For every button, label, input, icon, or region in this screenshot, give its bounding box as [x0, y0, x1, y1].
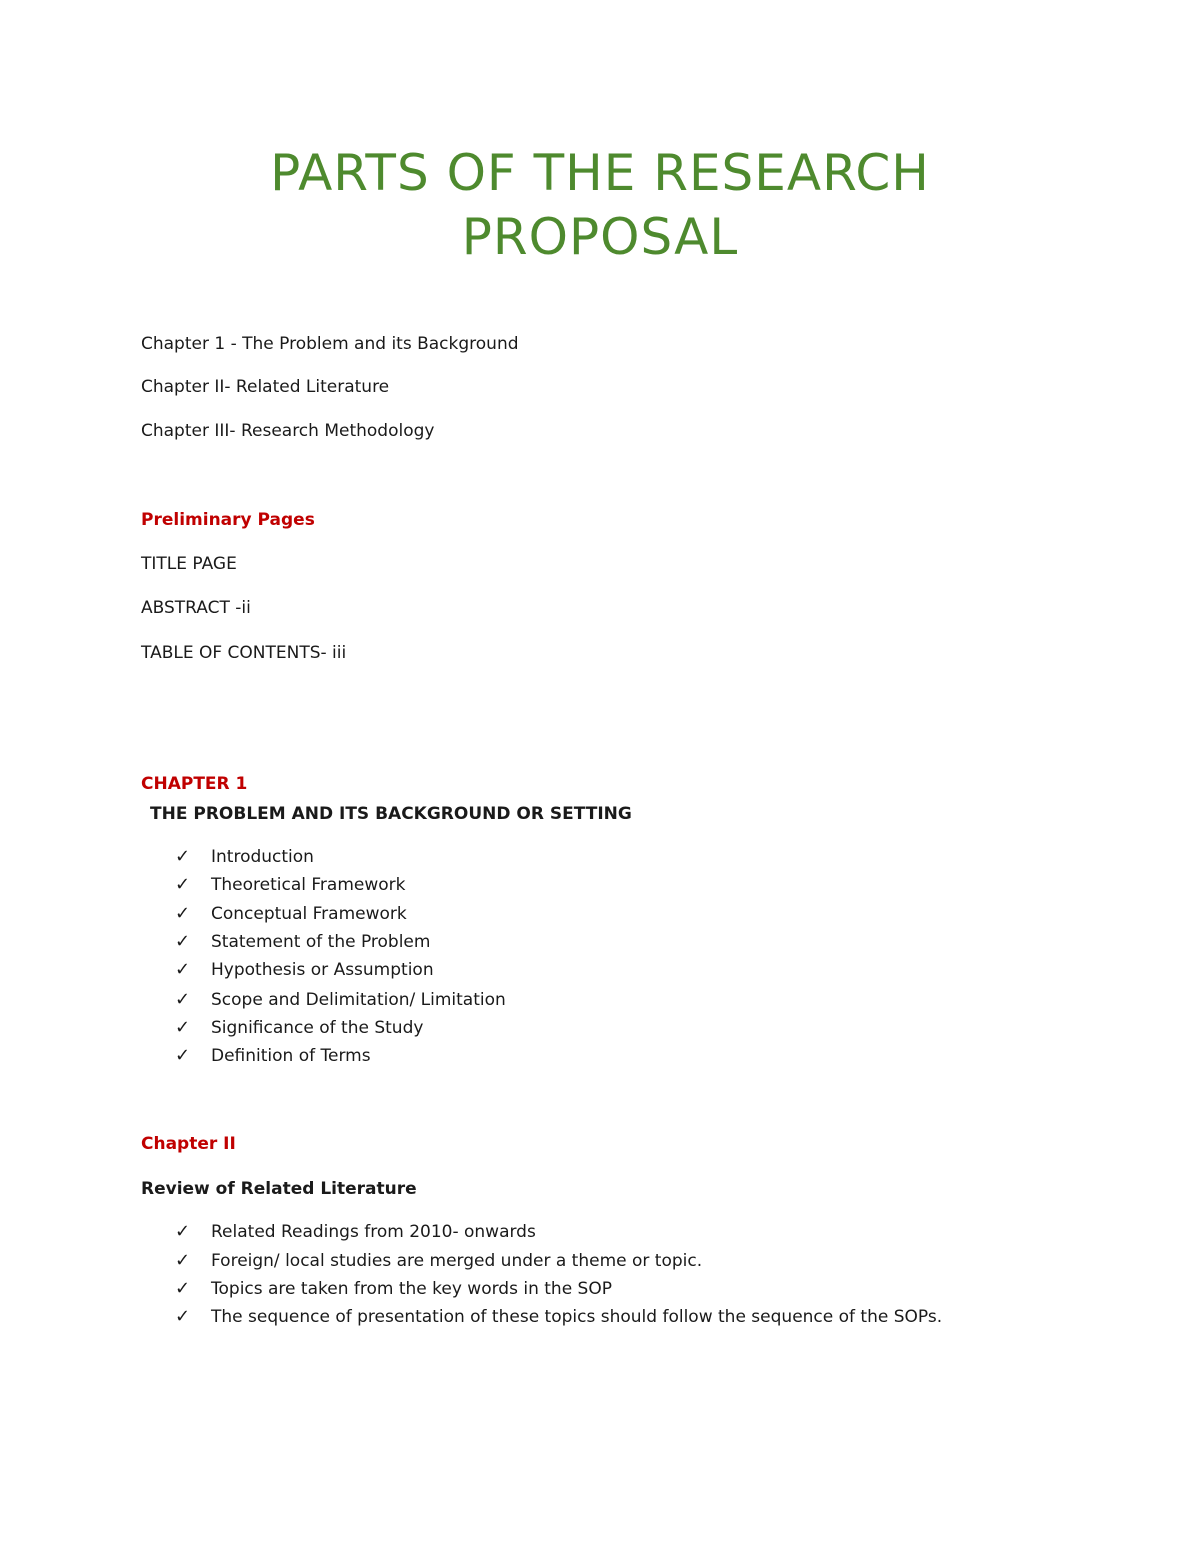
preliminary-item: TABLE OF CONTENTS- iii	[141, 643, 347, 663]
check-icon: ✓	[175, 931, 191, 952]
check-icon: ✓	[175, 959, 191, 980]
checklist-item	[175, 1250, 702, 1272]
checklist-item	[175, 874, 405, 896]
checklist-item-label: Definition of Terms	[211, 1046, 371, 1066]
chapter-1-heading: CHAPTER 1	[141, 774, 248, 794]
checklist-item-label: Introduction	[211, 847, 314, 867]
page-title-line-2: PROPOSAL	[461, 208, 739, 266]
check-icon: ✓	[175, 874, 191, 895]
checklist-item-label: Foreign/ local studies are merged under a theme or topic.	[211, 1251, 703, 1271]
check-icon: ✓	[175, 1306, 191, 1327]
chapter-2-heading: Chapter II	[141, 1134, 236, 1154]
outline-item: Chapter II- Related Literature	[141, 377, 390, 397]
checklist-item	[175, 903, 407, 925]
outline-item: Chapter 1 - The Problem and its Background	[141, 334, 519, 354]
check-icon: ✓	[175, 1250, 191, 1271]
chapter-2-subheading: Review of Related Literature	[141, 1179, 417, 1199]
checklist-item-label: Conceptual Framework	[211, 904, 407, 924]
checklist-item-label: Scope and Delimitation/ Limitation	[211, 990, 506, 1010]
checklist-item-label: Statement of the Problem	[211, 932, 431, 952]
checklist-item-label: Theoretical Framework	[211, 875, 406, 895]
page-title-line-1: PARTS OF THE RESEARCH	[270, 144, 930, 202]
checklist-item	[175, 1017, 423, 1039]
checklist-item-label: Hypothesis or Assumption	[211, 960, 434, 980]
checklist-item-label: The sequence of presentation of these topics should follow the sequence of the SOPs.	[211, 1307, 943, 1327]
check-icon: ✓	[175, 1017, 191, 1038]
checklist-item-label: Significance of the Study	[211, 1018, 424, 1038]
checklist-item	[175, 1221, 536, 1243]
check-icon: ✓	[175, 989, 191, 1010]
check-icon: ✓	[175, 903, 191, 924]
check-icon: ✓	[175, 1045, 191, 1066]
checklist-item	[175, 931, 430, 953]
check-icon: ✓	[175, 1278, 191, 1299]
checklist-item	[175, 989, 506, 1011]
preliminary-item: TITLE PAGE	[141, 554, 237, 574]
checklist-item-label: Related Readings from 2010- onwards	[211, 1222, 536, 1242]
checklist-item	[175, 959, 434, 981]
outline-item: Chapter III- Research Methodology	[141, 421, 435, 441]
checklist-item-label: Topics are taken from the key words in the SOP	[211, 1279, 612, 1299]
preliminary-heading: Preliminary Pages	[141, 510, 315, 530]
checklist-item	[175, 1306, 942, 1328]
checklist-item	[175, 1278, 612, 1300]
checklist-item	[175, 846, 314, 868]
chapter-1-subheading: THE PROBLEM AND ITS BACKGROUND OR SETTING	[150, 804, 632, 824]
check-icon: ✓	[175, 1221, 191, 1242]
checklist-item	[175, 1045, 371, 1067]
preliminary-item: ABSTRACT -ii	[141, 598, 251, 618]
check-icon: ✓	[175, 846, 191, 867]
